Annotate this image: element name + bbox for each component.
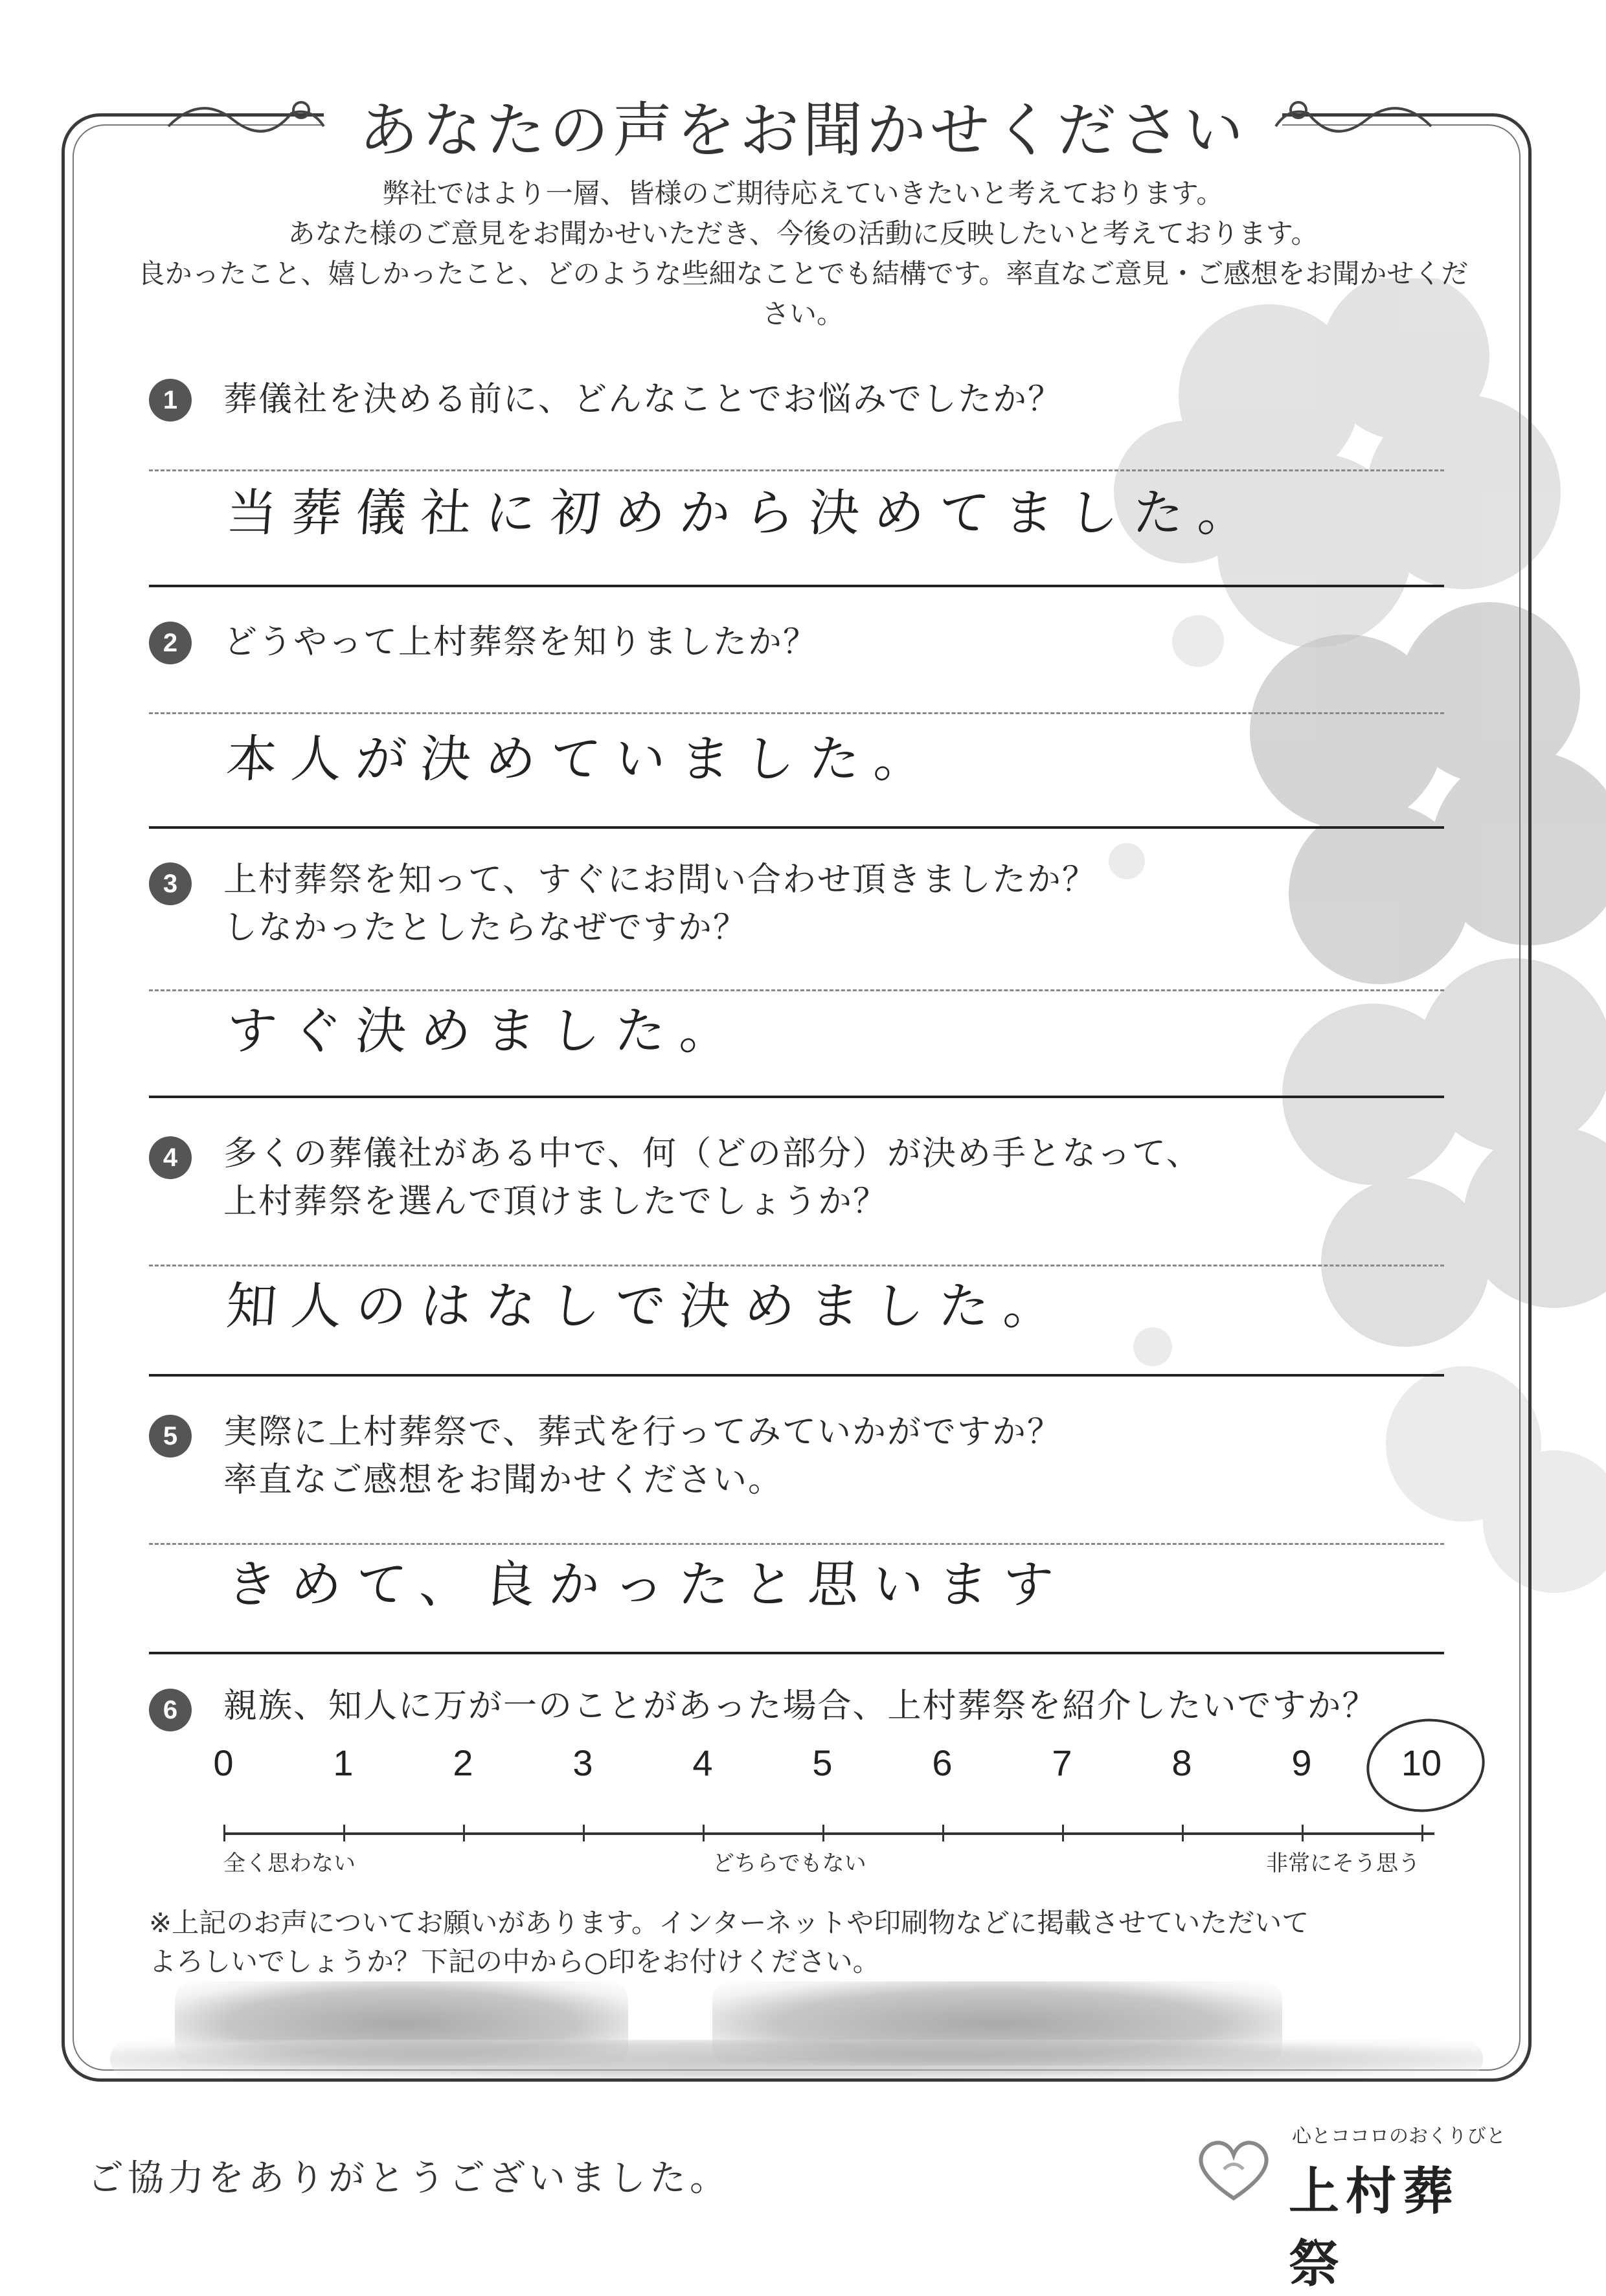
scale-tick bbox=[1302, 1825, 1304, 1841]
section-divider bbox=[149, 1096, 1444, 1098]
scale-label: 0 bbox=[213, 1742, 234, 1783]
intro-text bbox=[130, 174, 1476, 334]
scale-tick bbox=[463, 1825, 465, 1841]
note-line: よろしいでしょうか？下記の中から○印をお付けください。 bbox=[149, 1946, 880, 1977]
scale-tick bbox=[583, 1825, 585, 1841]
scale-anchor-mid: どちらでもない bbox=[712, 1851, 866, 1876]
flourish-left-icon bbox=[162, 81, 330, 159]
intro-line: あなた様のご意見をお聞かせいただき、今後の活動に反映したいと考えております。 bbox=[288, 218, 1318, 249]
company-logo bbox=[1192, 2117, 1515, 2293]
question-number: 4 bbox=[149, 1136, 192, 1179]
handwritten-answer: 本人が決めていました。 bbox=[224, 730, 941, 789]
question-line: 多くの葬儀社がある中で、何（どの部分）が決め手となって、 bbox=[223, 1134, 1201, 1173]
scale-label: 10 bbox=[1401, 1742, 1442, 1783]
question-line: 上村葬祭を選んで頂けましたでしょうか？ bbox=[223, 1182, 888, 1221]
intro-line: 良かったこと、嬉しかったこと、どのような些細なことでも結構です。率直なご意見・ご感想をお聞かせください。 bbox=[137, 258, 1469, 330]
scale-tick bbox=[703, 1825, 705, 1841]
question-text bbox=[223, 856, 1097, 952]
question-number: 3 bbox=[149, 862, 192, 905]
scale-label: 9 bbox=[1291, 1742, 1312, 1783]
answer-guide-line bbox=[149, 712, 1444, 714]
question-number: 2 bbox=[149, 622, 192, 664]
question-line: しなかったとしたらなぜですか？ bbox=[223, 908, 749, 947]
scale-label: 6 bbox=[932, 1742, 953, 1783]
scale-label: 8 bbox=[1171, 1742, 1192, 1783]
note-line: ※上記のお声についてお願いがあります。インターネットや印刷物などに掲載させていただいて bbox=[149, 1907, 1309, 1939]
logo-tagline: 心とココロのおくりびと bbox=[1292, 2125, 1506, 2148]
answer-guide-line bbox=[149, 469, 1444, 471]
question-text bbox=[223, 1130, 1201, 1226]
handwritten-answer: 知人のはなしで決めました。 bbox=[224, 1277, 1070, 1336]
consent-note bbox=[149, 1904, 1431, 1981]
question-line: 率直なご感想をお聞かせください。 bbox=[223, 1461, 784, 1500]
section-divider bbox=[149, 1374, 1444, 1377]
scale-label: 4 bbox=[692, 1742, 713, 1783]
scale-anchor-low: 全く思わない bbox=[223, 1851, 356, 1876]
rating-scale-line bbox=[223, 1832, 1434, 1835]
handwritten-answer: 当葬儀社に初めから決めてました。 bbox=[224, 484, 1265, 543]
question-number: 6 bbox=[149, 1689, 192, 1731]
heart-logo-icon bbox=[1192, 2130, 1276, 2208]
section-divider bbox=[149, 585, 1444, 587]
section-divider bbox=[149, 1652, 1444, 1654]
question-text bbox=[223, 1408, 1062, 1504]
scale-label: 7 bbox=[1052, 1742, 1072, 1783]
redacted-area bbox=[110, 2040, 1483, 2078]
flourish-right-icon bbox=[1269, 81, 1438, 159]
page-title: あなたの声をお聞かせください bbox=[358, 96, 1247, 165]
scale-tick bbox=[1421, 1825, 1423, 1841]
scale-tick bbox=[1062, 1825, 1064, 1841]
logo-name: 上村葬祭 bbox=[1289, 2163, 1460, 2293]
scale-tick bbox=[223, 1825, 225, 1841]
scale-label: 1 bbox=[333, 1742, 354, 1783]
question-text: 葬儀社を決める前に、どんなことでお悩みでしたか？ bbox=[223, 380, 1063, 419]
scale-tick bbox=[1182, 1825, 1184, 1841]
question-text: どうやって上村葬祭を知りましたか？ bbox=[223, 623, 819, 662]
question-line: 実際に上村葬祭で、葬式を行ってみていかがですか？ bbox=[223, 1413, 1062, 1452]
scale-label: 5 bbox=[812, 1742, 833, 1783]
thanks-message: ご協力をありがとうございました。 bbox=[87, 2157, 730, 2200]
question-text: 親族、知人に万が一のことがあった場合、上村葬祭を紹介したいですか？ bbox=[223, 1687, 1377, 1726]
question-number: 5 bbox=[149, 1415, 192, 1458]
intro-line: 弊社ではより一層、皆様のご期待応えていきたいと考えております。 bbox=[382, 177, 1224, 209]
handwritten-answer: すぐ決めました。 bbox=[224, 1002, 747, 1061]
scale-tick bbox=[343, 1825, 345, 1841]
scale-tick bbox=[942, 1825, 944, 1841]
scale-tick bbox=[822, 1825, 824, 1841]
section-divider bbox=[149, 826, 1444, 829]
scale-label: 2 bbox=[453, 1742, 473, 1783]
scale-label: 3 bbox=[572, 1742, 593, 1783]
scale-anchor-high: 非常にそう思う bbox=[1266, 1851, 1420, 1876]
question-line: 上村葬祭を知って、すぐにお問い合わせ頂きましたか？ bbox=[223, 861, 1097, 899]
handwritten-answer: きめて、良かったと思います bbox=[224, 1556, 1070, 1614]
question-number: 1 bbox=[149, 379, 192, 422]
